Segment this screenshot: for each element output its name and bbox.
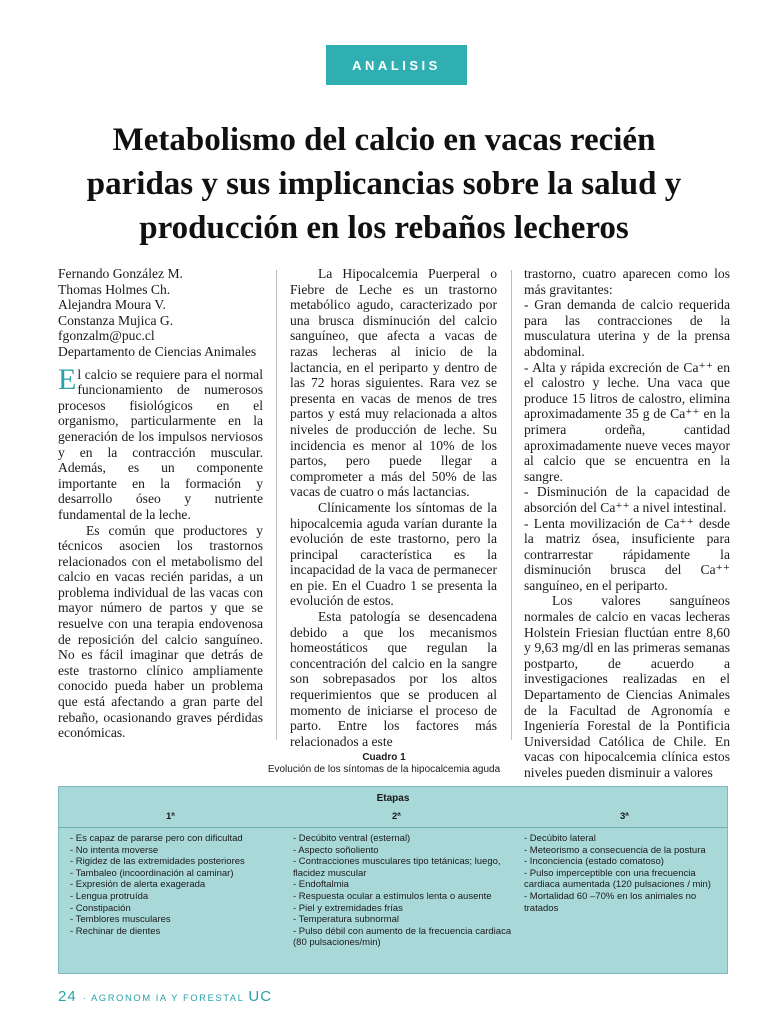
table-divider bbox=[59, 827, 727, 828]
stage-3-header: 3ª bbox=[620, 811, 629, 822]
author-name: Alejandra Moura V. bbox=[58, 297, 166, 313]
list-item: - Lenta movilización de Ca⁺⁺ desde la matriz ósea, insuficiente para contrarrestar rápidamente la disminución brusca del Ca⁺⁺ sanguíneo, en el periparto. bbox=[524, 515, 730, 593]
author-name: Thomas Holmes Ch. bbox=[58, 281, 171, 297]
symptom-item: - Contracciones musculares tipo tetánicas; luego, flacidez muscular bbox=[293, 856, 501, 879]
symptom-item: - No intenta moverse bbox=[70, 844, 159, 856]
symptom-item: - Lengua protruída bbox=[70, 890, 149, 902]
page-number: 24 bbox=[58, 988, 77, 1005]
list-item: - Gran demanda de calcio requerida para las contracciones de la musculatura uterina y de la prensa abdominal. bbox=[524, 297, 730, 359]
symptom-item: - Pulso débil con aumento de la frecuencia cardiaca (80 pulsaciones/min) bbox=[293, 925, 512, 949]
stage-1-symptoms bbox=[70, 833, 285, 937]
symptom-item: - Es capaz de pararse pero con dificultad bbox=[70, 833, 243, 844]
page-footer bbox=[58, 988, 272, 1005]
symptom-item: - Rechinar de dientes bbox=[70, 925, 161, 937]
symptom-item: - Meteorismo a consecuencia de la postura bbox=[524, 844, 706, 856]
symptom-item: - Pulso imperceptible con una frecuencia cardiaca aumentada (120 pulsaciones / min) bbox=[524, 867, 711, 891]
list-item: - Alta y rápida excreción de Ca⁺⁺ en el calostro y leche. Una vaca que produce 15 litros de calostro, elimina aproximadamente 35 g de Ca⁺⁺ en la primera ordeña, cantidad aproximadamente nueve veces mayor al calcio que se encuentra en la sangre. bbox=[524, 359, 730, 484]
symptom-item: - Endoftalmia bbox=[293, 879, 349, 891]
symptom-item: - Rigidez de las extremidades posteriores bbox=[70, 856, 245, 868]
list-item: - Disminución de la capacidad de absorción del Ca⁺⁺ a nivel intestinal. bbox=[524, 484, 730, 515]
symptom-item: - Tambaleo (incoordinación al caminar) bbox=[70, 867, 234, 879]
stage-2-symptoms bbox=[293, 833, 513, 949]
author-email: fgonzalm@puc.cl bbox=[58, 328, 155, 344]
symptom-item: - Mortalidad 60 –70% en los animales no tratados bbox=[524, 890, 697, 914]
symptom-item: - Respuesta ocular a estímulos lenta o ausente bbox=[293, 890, 492, 902]
paragraph bbox=[58, 362, 263, 523]
paragraph: La Hipocalcemia Puerperal o Fiebre de Leche es un trastorno metabólico agudo, caracterizado por una brusca disminución del calcio sanguíneo, que afecta a vacas de razas lecheras al inicio de la lactancia, en el periparto y dentro de las 72 horas siguientes. Rara vez se presenta en vacas de menos de tres partos y está muy relacionada a altos niveles de producción de leche. Su incidencia es menor al 10% de los partos, pero puede llegar a comprometer a más del 50% de las vacas de cuatro o más lactancias. bbox=[290, 266, 497, 500]
symptom-item: - Inconciencia (estado comatoso) bbox=[524, 856, 664, 868]
table-caption-title: Cuadro 1 bbox=[362, 752, 406, 763]
symptom-item: - Decúbito lateral bbox=[524, 833, 596, 844]
symptoms-table bbox=[58, 786, 728, 974]
symptom-item: - Temblores musculares bbox=[70, 914, 171, 926]
publication-suffix: UC bbox=[248, 988, 273, 1005]
paragraph: Es común que productores y técnicos asocien los trastornos relacionados con el metabolismo del calcio en vacas recién paridas, a un problema individual de las vacas con mayor número de partos y que se resuelve con una terapia endovenosa de reposición del calcio sanguíneo. No es fácil imaginar que detrás de este trastorno clínico ampliamente conocido pueda haber un problema que está afectando a gran parte del rebaño, ocasionando graves pérdidas económicas. bbox=[58, 522, 263, 741]
paragraph: trastorno, cuatro aparecen como los más gravitantes: bbox=[524, 266, 730, 297]
symptom-item: - Decúbito ventral (esternal) bbox=[293, 833, 411, 844]
stage-1-header: 1ª bbox=[166, 811, 175, 822]
author-list bbox=[58, 266, 263, 360]
column-divider bbox=[276, 270, 277, 740]
paragraph-text: l calcio se requiere para el normal funcionamiento de numerosos procesos fisiológicos en el organismo, particularmente en la generación de los impulsos nerviosos y en la contracción muscular. Además, es un componente importante en la formación y desarrollo óseo y nutriente fundamental de la leche. bbox=[58, 366, 263, 522]
author-department: Departamento de Ciencias Animales bbox=[58, 343, 257, 359]
table-caption bbox=[0, 752, 768, 776]
column-divider bbox=[511, 270, 512, 740]
drop-cap: E bbox=[58, 362, 77, 396]
author-name: Constanza Mujica G. bbox=[58, 312, 174, 328]
symptom-item: - Temperatura subnormal bbox=[293, 914, 399, 926]
symptom-item: - Constipación bbox=[70, 902, 131, 914]
column-1 bbox=[58, 266, 263, 741]
author-name: Fernando González M. bbox=[58, 266, 183, 281]
article-title: Metabolismo del calcio en vacas recién paridas y sus implicancias sobre la salud y producción en los rebaños lecheros bbox=[86, 122, 682, 246]
table-caption-subtitle: Evolución de los síntomas de la hipocalcemia aguda bbox=[267, 764, 501, 775]
paragraph: Esta patología se desencadena debido a que los mecanismos homeostáticos que regulan la concentración del calcio en la sangre son sobrepasados por los altos requerimientos que se producen al momento de iniciarse el proceso de parto. Entre los factores más relacionados a este bbox=[290, 609, 497, 749]
symptom-item: - Aspecto soñoliento bbox=[293, 844, 379, 856]
paragraph: Los valores sanguíneos normales de calcio en vacas lecheras Holstein Friesian fluctúan entre 8,60 y 9,63 mg/dl en las primeras semanas postparto, de acuerdo a investigaciones realizadas en el Departamento de Ciencias Animales de la Facultad de Agronomía e Ingeniería Forestal de la Pontificia Universidad Católica de Chile. En vacas con hipocalcemia clínica estos niveles pueden disminuir a valores bbox=[524, 593, 730, 780]
symptom-item: - Piel y extremidades frías bbox=[293, 902, 403, 914]
column-2 bbox=[290, 266, 497, 749]
stage-3-symptoms bbox=[524, 833, 724, 914]
paragraph: Clínicamente los síntomas de la hipocalcemia aguda varían durante la evolución de este trastorno, pero la principal característica es la incapacidad de la vaca de permanecer en pie. En el Cuadro 1 se presenta la evolución de estos. bbox=[290, 499, 497, 609]
table-header: Etapas bbox=[376, 793, 410, 804]
section-tag: ANALISIS bbox=[326, 45, 467, 85]
column-3 bbox=[524, 266, 730, 781]
publication-name: · AGRONOM IA Y FORESTAL bbox=[82, 993, 245, 1004]
stage-2-header: 2ª bbox=[392, 811, 401, 822]
symptom-item: - Expresión de alerta exagerada bbox=[70, 879, 206, 891]
